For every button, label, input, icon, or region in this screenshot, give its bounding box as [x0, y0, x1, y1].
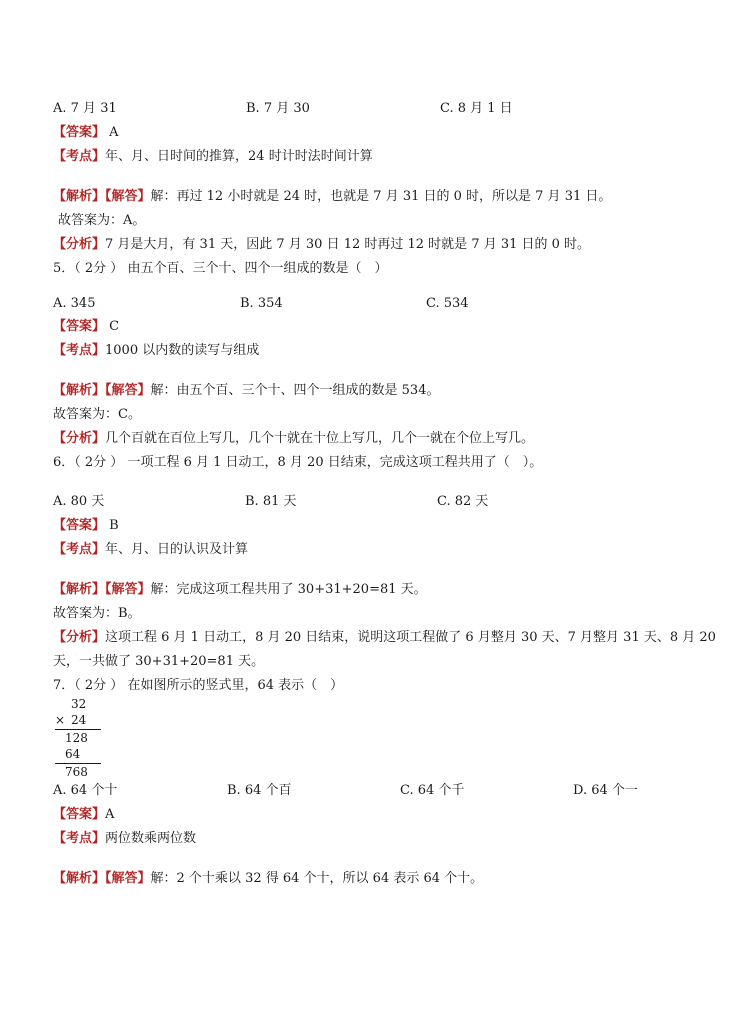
jiexi-tag: 【解析】 — [53, 871, 106, 886]
fenxi-text: 几个百就在百位上写几，几个十就在十位上写几，几个一就在个位上写几。 — [105, 431, 535, 446]
kaodian-tag: 【考点】 — [53, 149, 106, 164]
q5-kaodian — [53, 342, 259, 360]
kaodian-text: 1000 以内数的读写与组成 — [105, 343, 260, 358]
q4-conclusion: 故答案为：A。 — [58, 213, 146, 228]
jieda-tag: 【解答】 — [105, 383, 151, 398]
fenxi-tag: 【分析】 — [53, 237, 106, 252]
kaodian-tag: 【考点】 — [53, 343, 106, 358]
q4-fenxi — [53, 236, 590, 254]
jieda-text: 解：2 个十乘以 32 得 64 个十，所以 64 表示 64 个十。 — [150, 871, 484, 886]
q7-option-a: A. 64 个十 — [53, 783, 118, 798]
q6-jiexi — [53, 581, 427, 599]
kaodian-text: 年、月、日时间的推算，24 时计时法时间计算 — [105, 149, 373, 164]
q5-answer — [53, 318, 119, 336]
q7-option-b: B. 64 个百 — [227, 783, 292, 798]
q7-header: 7．（ 2分 ） 在如图所示的竖式里，64 表示（ ） — [53, 678, 344, 693]
q6-header: 6．（ 2分 ） 一项工程 6 月 1 日动工，8 月 20 日结束，完成这项工程共用了（ ）。 — [53, 455, 543, 470]
q7-answer — [53, 806, 114, 824]
q6-answer — [53, 517, 119, 535]
jieda-text: 解：完成这项工程共用了 30+31+20=81 天。 — [150, 582, 427, 597]
answer-tag: 【答案】 — [53, 807, 106, 822]
q4-option-c: C. 8 月 1 日 — [440, 101, 513, 116]
answer-tag: 【答案】 — [53, 319, 106, 334]
q5-header: 5．（ 2分 ） 由五个百、三个十、四个一组成的数是（ ） — [53, 261, 388, 276]
answer-value: A — [109, 125, 119, 140]
q4-kaodian — [53, 148, 373, 166]
jieda-tag: 【解答】 — [105, 189, 151, 204]
fenxi-text-line1: 这项工程 6 月 1 日动工，8 月 20 日结束，说明这项工程做了 6 月整月 30 天、7 月整月 31 天、8 月 20 — [105, 630, 716, 645]
kaodian-text: 年、月、日的认识及计算 — [105, 542, 249, 557]
q6-option-a: A. 80 天 — [53, 494, 105, 509]
jiexi-tag: 【解析】 — [53, 582, 106, 597]
q5-option-a: A. 345 — [53, 296, 96, 311]
partial-product-2: 64 — [65, 747, 81, 761]
q6-kaodian — [53, 541, 248, 559]
fenxi-tag: 【分析】 — [53, 630, 106, 645]
q4-option-a: A. 7 月 31 — [53, 101, 117, 116]
jiexi-tag: 【解析】 — [53, 383, 106, 398]
q5-fenxi — [53, 430, 534, 448]
answer-tag: 【答案】 — [53, 518, 106, 533]
q5-conclusion: 故答案为：C。 — [53, 407, 141, 422]
jieda-tag: 【解答】 — [105, 871, 151, 886]
vertical-multiplication — [53, 696, 113, 780]
q6-option-c: C. 82 天 — [437, 494, 489, 509]
q6-fenxi — [53, 629, 716, 647]
partial-product-1: 128 — [65, 731, 88, 745]
answer-value: B — [109, 518, 119, 533]
product-result: 768 — [65, 765, 88, 779]
q5-option-b: B. 354 — [240, 296, 283, 311]
jieda-tag: 【解答】 — [105, 582, 151, 597]
q4-option-b: B. 7 月 30 — [246, 101, 310, 116]
q4-answer — [53, 124, 119, 142]
fenxi-tag: 【分析】 — [53, 431, 106, 446]
answer-value: C — [109, 319, 120, 334]
fenxi-text: 7 月是大月，有 31 天，因此 7 月 30 日 12 时再过 12 时就是 7 月 31 日的 0 时。 — [105, 237, 591, 252]
q5-option-c: C. 534 — [426, 296, 469, 311]
q7-option-c: C. 64 个千 — [400, 783, 465, 798]
answer-value: A — [105, 807, 115, 822]
kaodian-tag: 【考点】 — [53, 542, 106, 557]
q6-fenxi-line2: 天，一共做了 30+31+20=81 天。 — [53, 654, 265, 669]
jieda-text: 解：由五个百、三个十、四个一组成的数是 534。 — [150, 383, 440, 398]
q6-conclusion: 故答案为：B。 — [53, 606, 141, 621]
answer-tag: 【答案】 — [53, 125, 106, 140]
q7-option-d: D. 64 个一 — [573, 783, 638, 798]
jiexi-tag: 【解析】 — [53, 189, 106, 204]
q5-jiexi — [53, 382, 439, 400]
multiplier: 24 — [71, 713, 87, 727]
q6-option-b: B. 81 天 — [245, 494, 297, 509]
q4-jiexi — [53, 188, 611, 206]
kaodian-text: 两位数乘两位数 — [105, 831, 197, 846]
q7-kaodian — [53, 830, 196, 848]
jieda-text: 解：再过 12 小时就是 24 时，也就是 7 月 31 日的 0 时，所以是 7 月 31 日。 — [150, 189, 612, 204]
kaodian-tag: 【考点】 — [53, 831, 106, 846]
multiplicand: 32 — [71, 697, 87, 711]
q7-jiexi — [53, 870, 483, 888]
times-sign: × — [55, 713, 66, 727]
